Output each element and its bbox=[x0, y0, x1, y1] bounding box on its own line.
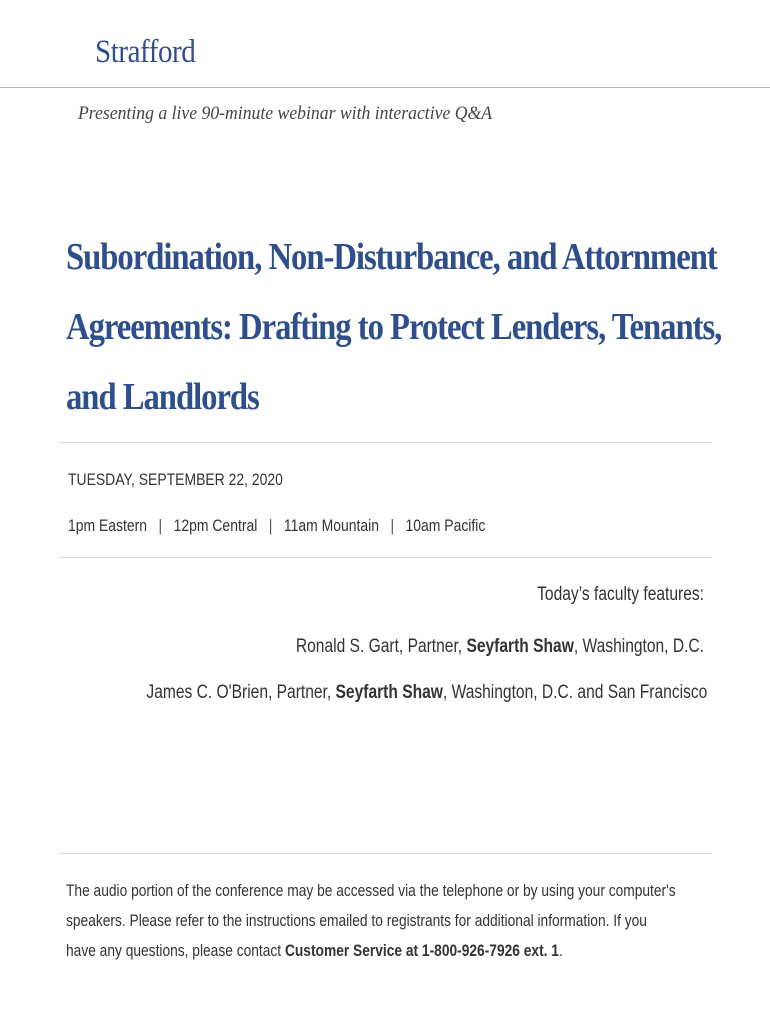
faculty-name-role: Ronald S. Gart, Partner, bbox=[295, 636, 467, 657]
webinar-title bbox=[66, 222, 766, 432]
title-line-1: Subordination, Non-Disturbance, and Attornment bbox=[66, 236, 717, 278]
faculty-firm: Seyfarth Shaw bbox=[466, 636, 574, 657]
faculty-member bbox=[146, 636, 704, 682]
faculty-firm: Seyfarth Shaw bbox=[335, 682, 443, 703]
title-divider bbox=[60, 442, 712, 443]
time-separator: | bbox=[390, 516, 395, 535]
faculty-section bbox=[24, 584, 708, 728]
time-pacific: 10am Pacific bbox=[405, 516, 486, 535]
notice-line-3-suffix: . bbox=[558, 941, 563, 960]
faculty-location: , Washington, D.C. bbox=[573, 636, 704, 657]
faculty-location: , Washington, D.C. and San Francisco bbox=[442, 682, 708, 703]
time-separator: | bbox=[268, 516, 273, 535]
faculty-name-role: James C. O'Brien, Partner, bbox=[146, 682, 336, 703]
notice-divider bbox=[60, 853, 712, 854]
time-separator: | bbox=[158, 516, 163, 535]
date-text: TUESDAY, SEPTEMBER 22, 2020 bbox=[68, 470, 283, 489]
strafford-logo: Strafford bbox=[95, 34, 196, 70]
time-central: 12pm Central bbox=[173, 516, 258, 535]
faculty-member bbox=[146, 682, 708, 728]
header-divider bbox=[0, 87, 770, 88]
title-line-2: Agreements: Drafting to Protect Lenders, Tenants, bbox=[66, 306, 722, 348]
customer-service-contact: Customer Service at 1-800-926-7926 ext. 1 bbox=[284, 941, 559, 960]
notice-line-3-prefix: have any questions, please contact bbox=[66, 941, 285, 960]
notice-line-1: The audio portion of the conference may be accessed via the telephone or by using your computer's bbox=[66, 881, 676, 900]
time-eastern: 1pm Eastern bbox=[68, 516, 148, 535]
time-mountain: 11am Mountain bbox=[283, 516, 379, 535]
faculty-heading: Today’s faculty features: bbox=[537, 584, 704, 605]
notice-line-3 bbox=[66, 936, 706, 966]
schedule-divider bbox=[60, 557, 712, 558]
audio-notice bbox=[66, 876, 706, 966]
webinar-tagline: Presenting a live 90-minute webinar with interactive Q&A bbox=[78, 103, 493, 124]
webinar-date bbox=[68, 470, 330, 490]
title-line-3: and Landlords bbox=[66, 376, 259, 418]
webinar-times bbox=[68, 516, 485, 536]
notice-line-2: speakers. Please refer to the instructions emailed to registrants for additional information. If you bbox=[66, 911, 647, 930]
